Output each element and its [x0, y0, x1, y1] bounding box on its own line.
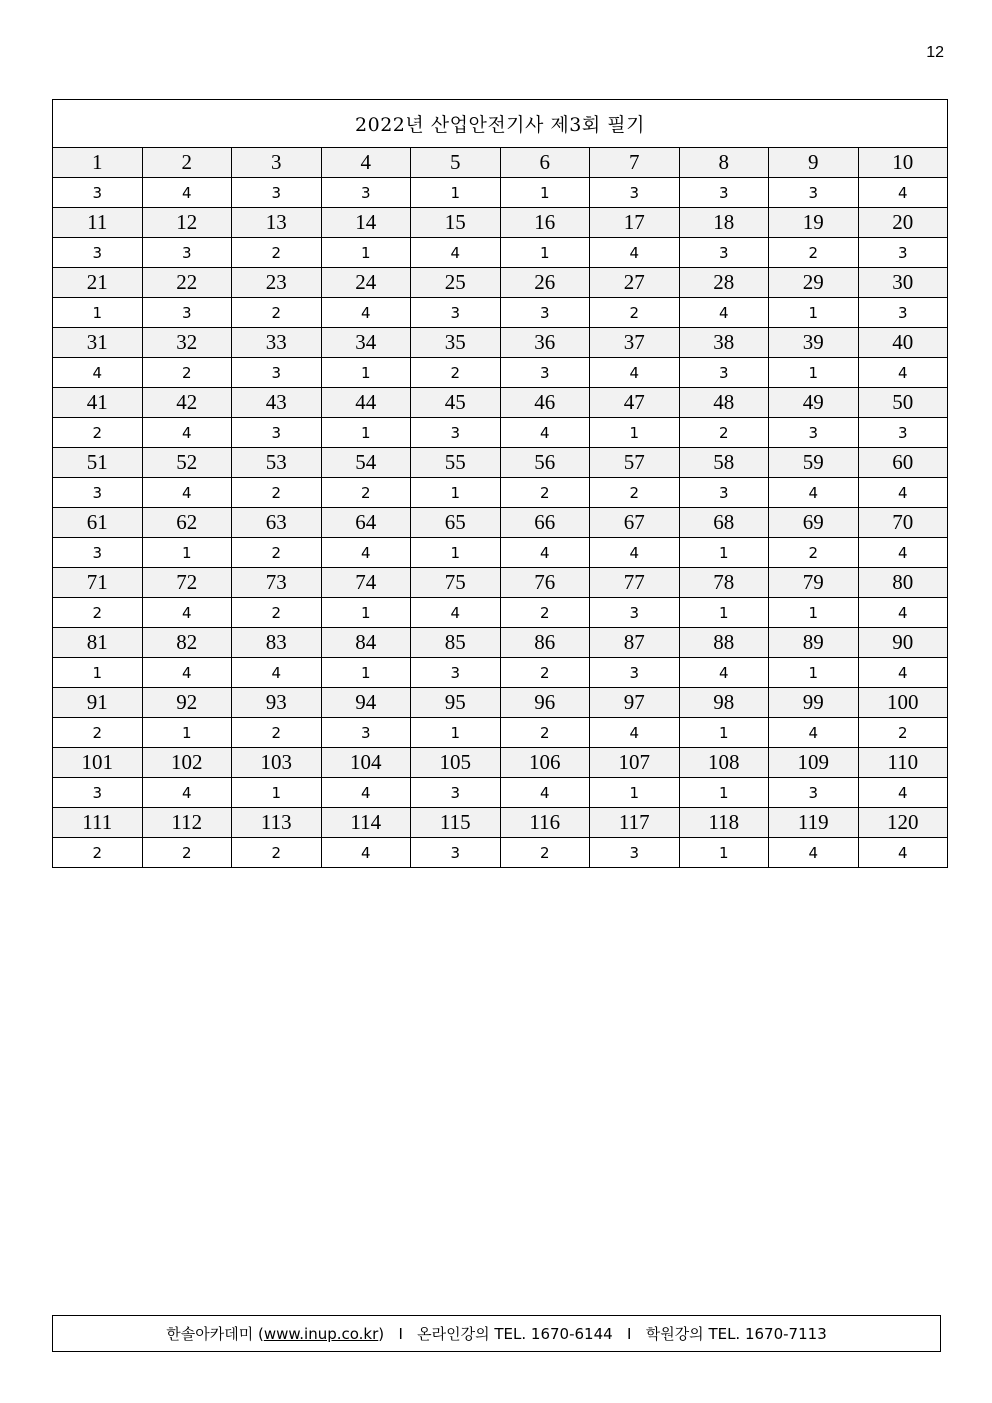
question-number: 98 [679, 688, 769, 718]
answer-cell: 3 [769, 418, 859, 448]
question-number: 8 [679, 148, 769, 178]
answer-row [53, 238, 948, 268]
answer-cell: 3 [321, 718, 411, 748]
question-number: 61 [53, 508, 143, 538]
question-number: 40 [858, 328, 948, 358]
question-number: 32 [142, 328, 232, 358]
answer-cell: 4 [142, 778, 232, 808]
question-number: 11 [53, 208, 143, 238]
question-number: 96 [500, 688, 590, 718]
question-number: 22 [142, 268, 232, 298]
question-number: 13 [232, 208, 322, 238]
answer-cell: 3 [53, 778, 143, 808]
answer-row [53, 658, 948, 688]
question-number: 120 [858, 808, 948, 838]
question-number-row [53, 568, 948, 598]
answer-cell: 4 [232, 658, 322, 688]
answer-cell: 2 [53, 838, 143, 868]
answer-cell: 4 [142, 418, 232, 448]
question-number: 1 [53, 148, 143, 178]
question-number: 86 [500, 628, 590, 658]
question-number: 87 [590, 628, 680, 658]
answer-cell: 4 [500, 418, 590, 448]
answer-cell: 1 [53, 658, 143, 688]
question-number: 102 [142, 748, 232, 778]
answer-cell: 2 [500, 598, 590, 628]
question-number: 105 [411, 748, 501, 778]
question-number: 19 [769, 208, 859, 238]
answer-cell: 1 [411, 538, 501, 568]
question-number: 84 [321, 628, 411, 658]
question-number: 80 [858, 568, 948, 598]
question-number: 90 [858, 628, 948, 658]
answer-cell: 2 [590, 478, 680, 508]
question-number-row [53, 508, 948, 538]
question-number: 49 [769, 388, 859, 418]
answer-cell: 3 [858, 418, 948, 448]
question-number: 111 [53, 808, 143, 838]
question-number: 118 [679, 808, 769, 838]
answer-cell: 4 [679, 298, 769, 328]
answer-cell: 3 [769, 178, 859, 208]
answer-cell: 4 [53, 358, 143, 388]
question-number: 104 [321, 748, 411, 778]
answer-cell: 1 [411, 718, 501, 748]
answer-cell: 1 [679, 838, 769, 868]
answer-cell: 4 [142, 178, 232, 208]
question-number: 50 [858, 388, 948, 418]
answer-cell: 4 [858, 598, 948, 628]
answer-cell: 1 [500, 178, 590, 208]
question-number: 95 [411, 688, 501, 718]
answer-cell: 4 [321, 298, 411, 328]
answer-cell: 1 [321, 358, 411, 388]
question-number: 109 [769, 748, 859, 778]
question-number: 4 [321, 148, 411, 178]
answer-cell: 3 [679, 478, 769, 508]
question-number: 94 [321, 688, 411, 718]
answer-cell: 2 [769, 538, 859, 568]
question-number: 76 [500, 568, 590, 598]
answer-cell: 1 [679, 538, 769, 568]
answer-cell: 4 [142, 658, 232, 688]
question-number: 36 [500, 328, 590, 358]
question-number: 52 [142, 448, 232, 478]
question-number-row [53, 268, 948, 298]
answer-cell: 1 [411, 178, 501, 208]
question-number: 46 [500, 388, 590, 418]
question-number: 100 [858, 688, 948, 718]
answer-cell: 4 [858, 478, 948, 508]
answer-cell: 3 [232, 178, 322, 208]
answer-cell: 3 [679, 238, 769, 268]
question-number: 63 [232, 508, 322, 538]
answer-cell: 2 [232, 718, 322, 748]
answer-cell: 2 [500, 838, 590, 868]
question-number: 24 [321, 268, 411, 298]
question-number: 37 [590, 328, 680, 358]
answer-row [53, 778, 948, 808]
answer-row [53, 298, 948, 328]
question-number: 5 [411, 148, 501, 178]
footer [52, 1315, 941, 1352]
answer-row [53, 598, 948, 628]
answer-cell: 2 [53, 418, 143, 448]
question-number: 59 [769, 448, 859, 478]
question-number: 89 [769, 628, 859, 658]
answer-cell: 3 [53, 478, 143, 508]
question-number: 112 [142, 808, 232, 838]
question-number: 88 [679, 628, 769, 658]
answer-cell: 1 [142, 538, 232, 568]
answer-cell: 4 [679, 658, 769, 688]
question-number: 34 [321, 328, 411, 358]
question-number: 81 [53, 628, 143, 658]
answer-cell: 3 [679, 358, 769, 388]
question-number: 41 [53, 388, 143, 418]
question-number: 51 [53, 448, 143, 478]
question-number: 18 [679, 208, 769, 238]
answer-cell: 3 [411, 658, 501, 688]
page-number: 12 [926, 44, 944, 61]
answer-cell: 2 [411, 358, 501, 388]
question-number: 54 [321, 448, 411, 478]
question-number: 83 [232, 628, 322, 658]
question-number: 31 [53, 328, 143, 358]
question-number: 42 [142, 388, 232, 418]
answer-cell: 4 [321, 538, 411, 568]
question-number: 43 [232, 388, 322, 418]
question-number: 71 [53, 568, 143, 598]
answer-cell: 3 [321, 178, 411, 208]
question-number: 101 [53, 748, 143, 778]
answer-cell: 4 [411, 238, 501, 268]
answer-cell: 2 [232, 538, 322, 568]
answer-cell: 3 [590, 178, 680, 208]
question-number: 108 [679, 748, 769, 778]
footer-contact: ) I 온라인강의 TEL. 1670-6144 I 학원강의 TEL. 1670-7113 [378, 1325, 827, 1343]
question-number: 103 [232, 748, 322, 778]
question-number: 117 [590, 808, 680, 838]
question-number: 58 [679, 448, 769, 478]
answer-cell: 3 [142, 238, 232, 268]
answer-cell: 4 [769, 478, 859, 508]
answer-cell: 2 [500, 718, 590, 748]
answer-cell: 1 [679, 778, 769, 808]
question-number: 53 [232, 448, 322, 478]
question-number: 47 [590, 388, 680, 418]
question-number: 93 [232, 688, 322, 718]
question-number: 38 [679, 328, 769, 358]
answer-cell: 4 [500, 778, 590, 808]
answer-cell: 2 [858, 718, 948, 748]
answer-cell: 3 [53, 238, 143, 268]
answer-cell: 1 [590, 418, 680, 448]
question-number: 92 [142, 688, 232, 718]
question-number: 21 [53, 268, 143, 298]
question-number: 69 [769, 508, 859, 538]
answer-row [53, 838, 948, 868]
answer-cell: 3 [232, 358, 322, 388]
question-number-row [53, 448, 948, 478]
answer-row [53, 358, 948, 388]
question-number: 64 [321, 508, 411, 538]
question-number: 73 [232, 568, 322, 598]
question-number: 68 [679, 508, 769, 538]
answer-cell: 1 [679, 598, 769, 628]
question-number-row [53, 388, 948, 418]
question-number: 3 [232, 148, 322, 178]
question-number: 56 [500, 448, 590, 478]
question-number: 25 [411, 268, 501, 298]
answer-cell: 2 [590, 298, 680, 328]
question-number: 14 [321, 208, 411, 238]
question-number-row [53, 328, 948, 358]
answer-row [53, 718, 948, 748]
answer-cell: 2 [232, 238, 322, 268]
question-number: 44 [321, 388, 411, 418]
question-number: 79 [769, 568, 859, 598]
answer-cell: 2 [142, 358, 232, 388]
answer-cell: 3 [411, 298, 501, 328]
answer-cell: 4 [769, 838, 859, 868]
answer-cell: 4 [590, 538, 680, 568]
footer-website-link[interactable]: www.inup.co.kr [263, 1324, 379, 1343]
answer-cell: 1 [321, 598, 411, 628]
answer-cell: 1 [142, 718, 232, 748]
question-number: 91 [53, 688, 143, 718]
answer-row [53, 538, 948, 568]
answer-cell: 3 [590, 658, 680, 688]
question-number-row [53, 748, 948, 778]
answer-cell: 3 [679, 178, 769, 208]
answer-cell: 1 [411, 478, 501, 508]
answer-cell: 1 [53, 298, 143, 328]
answer-cell: 3 [411, 838, 501, 868]
answer-cell: 3 [142, 298, 232, 328]
question-number-row [53, 808, 948, 838]
answer-cell: 2 [321, 478, 411, 508]
question-number: 113 [232, 808, 322, 838]
answer-cell: 1 [321, 418, 411, 448]
question-number: 77 [590, 568, 680, 598]
question-number: 82 [142, 628, 232, 658]
answer-row [53, 418, 948, 448]
question-number: 57 [590, 448, 680, 478]
answer-cell: 2 [500, 658, 590, 688]
answer-cell: 3 [769, 778, 859, 808]
question-number: 30 [858, 268, 948, 298]
question-number: 48 [679, 388, 769, 418]
answer-cell: 2 [500, 478, 590, 508]
question-number: 6 [500, 148, 590, 178]
answer-cell: 1 [500, 238, 590, 268]
answer-cell: 2 [142, 838, 232, 868]
question-number: 29 [769, 268, 859, 298]
answer-cell: 2 [232, 298, 322, 328]
answer-cell: 1 [769, 298, 859, 328]
question-number: 27 [590, 268, 680, 298]
question-number-row [53, 208, 948, 238]
answer-cell: 4 [858, 658, 948, 688]
answer-cell: 4 [321, 778, 411, 808]
answer-row [53, 178, 948, 208]
question-number: 106 [500, 748, 590, 778]
question-number: 26 [500, 268, 590, 298]
answer-cell: 3 [53, 538, 143, 568]
answer-cell: 4 [858, 778, 948, 808]
question-number: 85 [411, 628, 501, 658]
answer-cell: 4 [321, 838, 411, 868]
question-number: 10 [858, 148, 948, 178]
question-number: 35 [411, 328, 501, 358]
answer-cell: 4 [769, 718, 859, 748]
question-number: 65 [411, 508, 501, 538]
question-number: 16 [500, 208, 590, 238]
answer-cell: 4 [858, 538, 948, 568]
answer-cell: 1 [769, 598, 859, 628]
question-number: 45 [411, 388, 501, 418]
question-number: 23 [232, 268, 322, 298]
answer-cell: 2 [232, 478, 322, 508]
question-number: 99 [769, 688, 859, 718]
question-number-row [53, 148, 948, 178]
question-number: 115 [411, 808, 501, 838]
table-title: 2022년 산업안전기사 제3회 필기 [53, 100, 948, 148]
answer-cell: 3 [858, 298, 948, 328]
answer-cell: 1 [590, 778, 680, 808]
answer-cell: 4 [858, 358, 948, 388]
question-number: 116 [500, 808, 590, 838]
answer-cell: 4 [590, 358, 680, 388]
answer-cell: 3 [590, 598, 680, 628]
answer-cell: 3 [411, 778, 501, 808]
question-number: 72 [142, 568, 232, 598]
question-number: 62 [142, 508, 232, 538]
answer-cell: 2 [679, 418, 769, 448]
question-number: 114 [321, 808, 411, 838]
question-number: 107 [590, 748, 680, 778]
question-number: 17 [590, 208, 680, 238]
answer-cell: 4 [500, 538, 590, 568]
question-number: 66 [500, 508, 590, 538]
question-number: 60 [858, 448, 948, 478]
question-number: 78 [679, 568, 769, 598]
answer-cell: 1 [769, 658, 859, 688]
answer-cell: 1 [321, 238, 411, 268]
question-number: 20 [858, 208, 948, 238]
answer-key-table [52, 99, 948, 868]
answer-cell: 4 [142, 598, 232, 628]
question-number: 67 [590, 508, 680, 538]
question-number: 33 [232, 328, 322, 358]
question-number: 39 [769, 328, 859, 358]
answer-cell: 3 [411, 418, 501, 448]
answer-cell: 3 [53, 178, 143, 208]
question-number: 15 [411, 208, 501, 238]
question-number-row [53, 628, 948, 658]
question-number: 97 [590, 688, 680, 718]
question-number: 7 [590, 148, 680, 178]
question-number-row [53, 688, 948, 718]
answer-cell: 4 [858, 178, 948, 208]
question-number: 9 [769, 148, 859, 178]
question-number: 12 [142, 208, 232, 238]
answer-cell: 2 [53, 718, 143, 748]
answer-cell: 1 [321, 658, 411, 688]
answer-cell: 2 [53, 598, 143, 628]
answer-cell: 3 [232, 418, 322, 448]
answer-cell: 4 [142, 478, 232, 508]
answer-cell: 2 [232, 598, 322, 628]
question-number: 2 [142, 148, 232, 178]
footer-prefix: 한솔아카데미 ( [166, 1325, 264, 1343]
answer-cell: 2 [232, 838, 322, 868]
answer-row [53, 478, 948, 508]
answer-cell: 4 [858, 838, 948, 868]
answer-cell: 4 [411, 598, 501, 628]
question-number: 55 [411, 448, 501, 478]
answer-cell: 1 [232, 778, 322, 808]
answer-cell: 3 [500, 298, 590, 328]
question-number: 110 [858, 748, 948, 778]
question-number: 74 [321, 568, 411, 598]
answer-cell: 3 [590, 838, 680, 868]
question-number: 119 [769, 808, 859, 838]
answer-cell: 1 [769, 358, 859, 388]
question-number: 75 [411, 568, 501, 598]
answer-cell: 2 [769, 238, 859, 268]
question-number: 28 [679, 268, 769, 298]
answer-cell: 4 [590, 238, 680, 268]
question-number: 70 [858, 508, 948, 538]
answer-cell: 4 [590, 718, 680, 748]
answer-cell: 3 [500, 358, 590, 388]
answer-cell: 1 [679, 718, 769, 748]
answer-cell: 3 [858, 238, 948, 268]
